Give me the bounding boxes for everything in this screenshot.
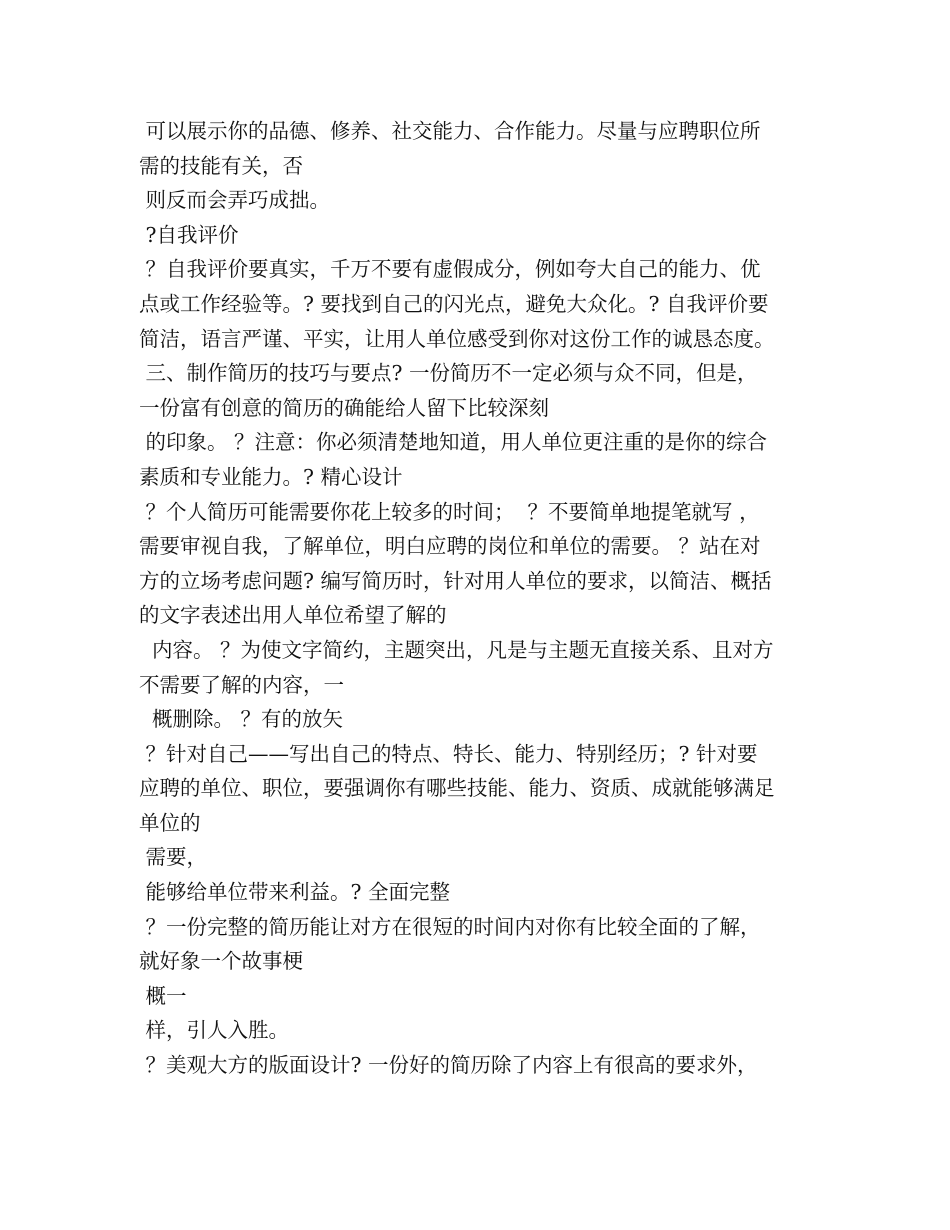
text-line: 需的技能有关，否 — [139, 153, 303, 178]
text-line: 样，引人入胜。 — [139, 1018, 290, 1043]
text-line: 则反而会弄巧成拙。 — [139, 188, 331, 213]
text-line: 点或工作经验等。? 要找到自己的闪光点，避免大众化。? 自我评价要 — [139, 291, 769, 316]
text-line: 概删除。 ？有的放矢 — [139, 707, 344, 732]
text-line: 一份富有创意的简历的确能给人留下比较深刻 — [139, 395, 549, 420]
text-line: 不需要了解的内容，一 — [139, 672, 344, 697]
text-line: 单位的 — [139, 810, 201, 835]
text-line: 能够给单位带来利益。? 全面完整 — [139, 880, 451, 905]
text-line: ？针对自己——写出自己的特点、特长、能力、特别经历；? 针对要 — [139, 741, 758, 766]
text-line: ？自我评价要真实，千万不要有虚假成分，例如夸大自己的能力、优 — [139, 257, 761, 282]
text-line: 可以展示你的品德、修养、社交能力、合作能力。尽量与应聘职位所 — [139, 119, 761, 143]
text-line: 就好象一个故事梗 — [139, 949, 303, 974]
text-line: 概一 — [139, 983, 187, 1008]
text-line: 简洁，语言严谨、平实，让用人单位感受到你对这份工作的诚恳态度。 — [139, 326, 775, 351]
text-line: 的文字表述出用人单位希望了解的 — [139, 603, 447, 628]
text-line: ?自我评价 — [139, 222, 239, 247]
text-line: 素质和专业能力。? 精心设计 — [139, 464, 403, 489]
document-body — [139, 114, 819, 1083]
text-line: ？个人简历可能需要你花上较多的时间； ？不要简单地提笔就写 ， — [139, 499, 760, 524]
text-line: 需要审视自我，了解单位，明白应聘的岗位和单位的需要。 ？站在对 — [139, 534, 761, 559]
text-line: 应聘的单位、职位，要强调你有哪些技能、能力、资质、成就能够满足 — [139, 776, 775, 801]
text-line: ？一份完整的简历能让对方在很短的时间内对你有比较全面的了解， — [139, 914, 761, 939]
text-line: 需要， — [139, 845, 208, 870]
text-line: 的印象。 ？注意：你必须清楚地知道，用人单位更注重的是你的综合 — [139, 430, 768, 455]
text-line: 三、制作简历的技巧与要点? 一份简历不一定必须与众不同，但是， — [139, 361, 758, 386]
text-line: 方的立场考虑问题? 编写简历时，针对用人单位的要求，以简洁、概括 — [139, 568, 772, 593]
text-line: ？美观大方的版面设计? 一份好的简历除了内容上有很高的要求外， — [139, 1053, 758, 1078]
text-line: 内容。 ？为使文字简约，主题突出，凡是与主题无直接关系、且对方 — [139, 637, 774, 662]
